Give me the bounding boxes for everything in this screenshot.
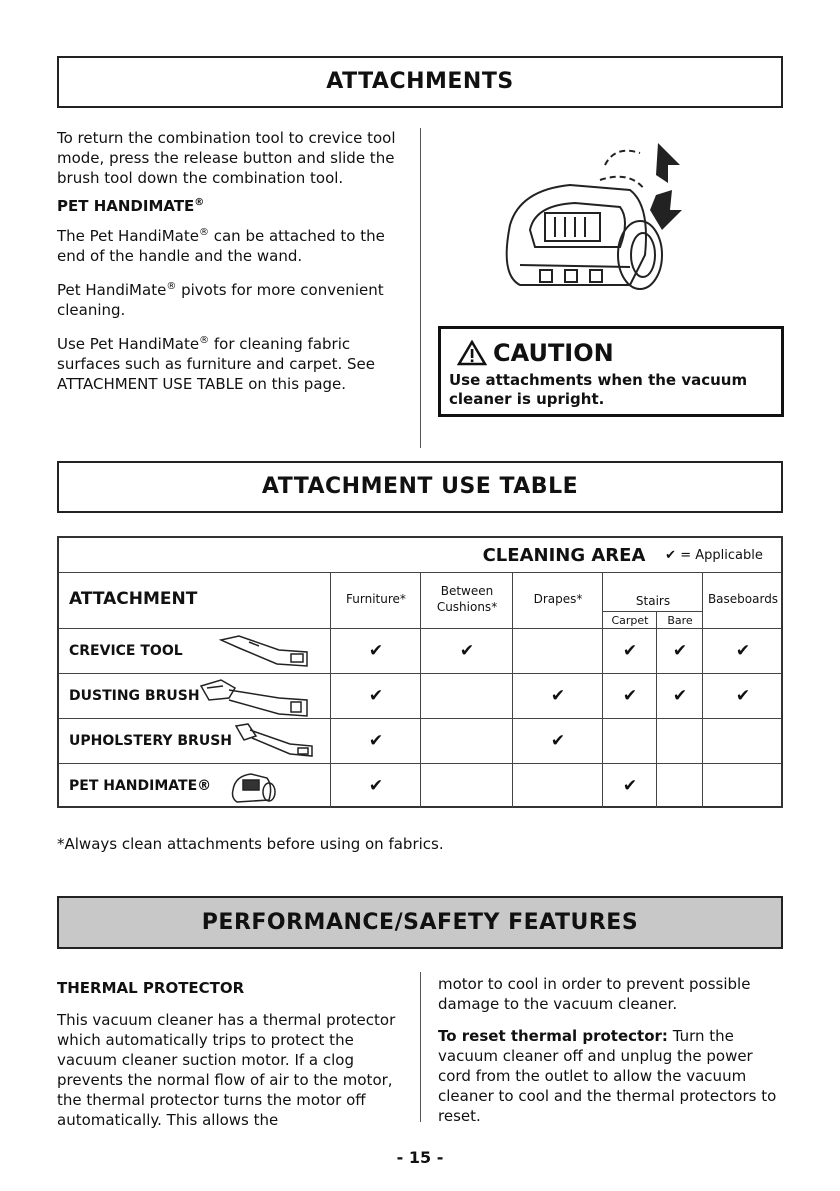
pet-handimate-pivot-paragraph: Pet HandiMate® pivots for more convenient cleaning.	[57, 281, 384, 319]
performance-safety-heading: PERFORMANCE/SAFETY FEATURES	[57, 896, 783, 949]
attachments-heading: ATTACHMENTS	[57, 56, 783, 108]
thermal-protector-paragraph: This vacuum cleaner has a thermal protector which automatically trips to protect the vacuum cleaner suction motor. If a clog prevents the normal flow of air to the motor, the thermal protector turns the motor off automatically. This allows the	[57, 1011, 396, 1129]
check-crevice-stairs-bare: ✔	[672, 640, 688, 661]
check-crevice-furniture: ✔	[368, 640, 384, 661]
check-dusting-stairs-carpet: ✔	[622, 685, 638, 706]
thermal-protector-heading: THERMAL PROTECTOR	[57, 979, 245, 997]
column-header-stairs-bare: Bare	[667, 613, 693, 627]
crevice-tool-icon	[219, 634, 309, 668]
check-crevice-cushions: ✔	[459, 640, 475, 661]
column-header-drapes: Drapes*	[533, 592, 583, 606]
column-divider-bottom	[420, 972, 421, 1122]
caution-heading: CAUTION	[457, 339, 773, 367]
check-dusting-baseboards: ✔	[735, 685, 751, 706]
pet-handimate-use-paragraph: Use Pet HandiMate® for cleaning fabric surfaces such as furniture and carpet. See ATTACHMENT USE TABLE on this page.	[57, 335, 375, 393]
check-upholstery-drapes: ✔	[550, 730, 566, 751]
page-number: - 15 -	[396, 1148, 444, 1167]
attachments-text-column	[57, 128, 407, 408]
attachment-use-table-heading: ATTACHMENT USE TABLE	[57, 461, 783, 513]
check-crevice-stairs-carpet: ✔	[622, 640, 638, 661]
column-header-stairs-carpet: Carpet	[611, 613, 649, 627]
pet-handimate-heading: PET HANDIMATE®	[57, 197, 205, 215]
pivot-up-arrow-icon	[656, 143, 680, 183]
pivot-down-arrow-icon	[650, 190, 682, 230]
thermal-reset-column	[438, 974, 788, 1140]
fabric-footnote: *Always clean attachments before using on fabrics.	[57, 835, 444, 853]
pet-handimate-icon	[227, 766, 277, 806]
check-upholstery-furniture: ✔	[368, 730, 384, 751]
combination-tool-paragraph: To return the combination tool to crevice tool mode, press the release button and slide the brush tool down the combination tool.	[57, 129, 396, 187]
pet-handimate-illustration	[480, 135, 720, 305]
upholstery-brush-icon	[234, 722, 314, 758]
column-header-stairs: Stairs	[635, 594, 671, 608]
row-label-pet-handimate: PET HANDIMATE®	[69, 777, 212, 794]
check-crevice-baseboards: ✔	[735, 640, 751, 661]
caution-text: Use attachments when the vacuum cleaner is upright.	[449, 371, 748, 408]
pet-handimate-attach-paragraph: The Pet HandiMate® can be attached to the end of the handle and the wand.	[57, 227, 385, 265]
column-divider-top	[420, 128, 421, 448]
cleaning-area-header: CLEANING AREA	[482, 544, 646, 566]
thermal-continued-paragraph: motor to cool in order to prevent possible damage to the vacuum cleaner.	[438, 975, 751, 1013]
check-pet-stairs-carpet: ✔	[622, 775, 638, 796]
attachment-use-table	[57, 536, 783, 808]
thermal-protector-column	[57, 976, 407, 1144]
dusting-brush-icon	[199, 678, 311, 718]
check-dusting-drapes: ✔	[550, 685, 566, 706]
check-pet-furniture: ✔	[368, 775, 384, 796]
check-dusting-furniture: ✔	[368, 685, 384, 706]
row-label-upholstery-brush: UPHOLSTERY BRUSH	[69, 732, 233, 749]
column-header-between-cushions: Between Cushions*	[436, 584, 498, 614]
check-dusting-stairs-bare: ✔	[672, 685, 688, 706]
warning-triangle-icon	[457, 340, 487, 366]
stairs-sub-divider	[603, 611, 703, 612]
column-header-baseboards: Baseboards	[707, 592, 779, 606]
caution-box	[438, 326, 784, 417]
column-header-furniture: Furniture*	[346, 592, 406, 606]
row-label-crevice-tool: CREVICE TOOL	[69, 642, 183, 659]
attachment-column-header: ATTACHMENT	[69, 589, 198, 609]
thermal-reset-paragraph: To reset thermal protector: Turn the vacuum cleaner off and unplug the power cord from the outlet to allow the vacuum cleaner to cool and the thermal protectors to reset.	[438, 1027, 777, 1125]
row-label-dusting-brush: DUSTING BRUSH	[69, 687, 200, 704]
applicable-legend: ✔ = Applicable	[665, 547, 763, 563]
